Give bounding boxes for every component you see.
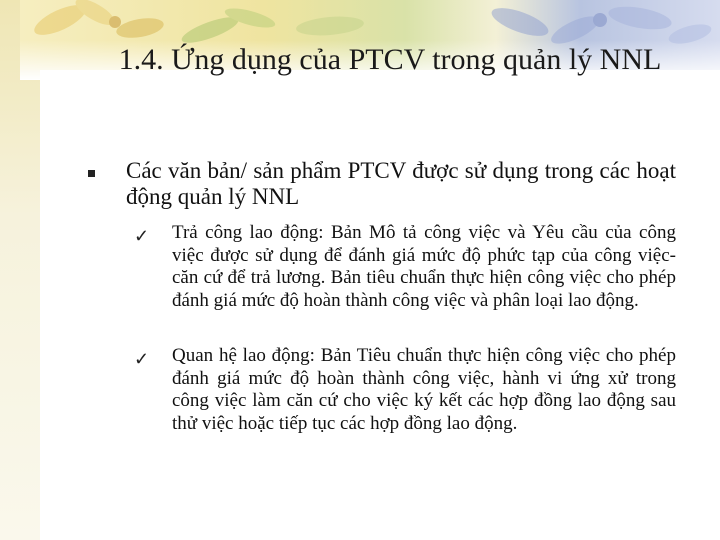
checkmark-icon: ✓ xyxy=(134,349,150,369)
square-bullet-icon xyxy=(88,170,95,177)
subitem-compensation: Trả công lao động: Bản Mô tả công việc và Yêu cầu của công việc được sử dụng để đánh giá mức độ phức tạp của công việc-căn cứ để trả lương. Bản tiêu chuẩn thực hiện công việc cho phép đánh giá mức độ hoàn thành công việc và phân loại lao động. xyxy=(172,222,676,311)
left-decorative-strip xyxy=(0,0,40,540)
main-bullet-text: Các văn bản/ sản phẩm PTCV được sử dụng trong các hoạt động quản lý NNL xyxy=(126,158,676,209)
subitem-labor-relations: Quan hệ lao động: Bản Tiêu chuẩn thực hiện công việc cho phép đánh giá mức độ hoàn thành công việc, hành vi ứng xử trong công việc làm căn cứ cho việc ký kết các hợp đồng lao động sau thử việc hoặc tiếp tục các hợp đồng lao động. xyxy=(172,345,676,434)
slide-title: 1.4. Ứng dụng của PTCV trong quản lý NNL xyxy=(118,43,662,76)
checkmark-icon: ✓ xyxy=(134,226,150,246)
